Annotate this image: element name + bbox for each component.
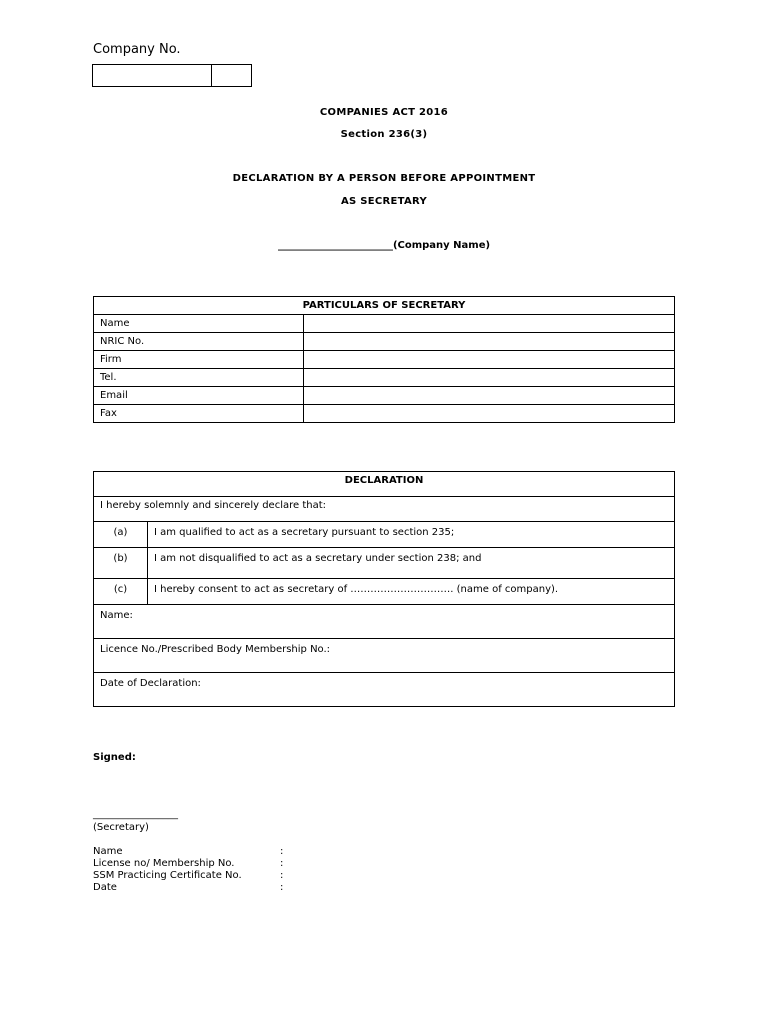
company-name-line: _______________________(Company Name) (277, 240, 491, 251)
signature-field-colon: : (280, 870, 284, 881)
particulars-label: Firm (94, 351, 304, 369)
signature-field-label: License no/ Membership No. (93, 858, 235, 869)
form-title-line1: DECLARATION BY A PERSON BEFORE APPOINTMENT (232, 173, 536, 184)
particulars-value-field[interactable] (304, 369, 675, 387)
signature-field-row (93, 846, 283, 858)
signature-field-row (93, 870, 283, 882)
signature-field-row (93, 858, 283, 870)
particulars-label: NRIC No. (94, 333, 304, 351)
particulars-label: Fax (94, 405, 304, 423)
particulars-table (93, 296, 675, 423)
particulars-value-field[interactable] (304, 333, 675, 351)
particulars-value-field[interactable] (304, 351, 675, 369)
signed-label: Signed: (93, 752, 136, 763)
declaration-item-text: I hereby consent to act as secretary of …………………………. (name of company). (148, 579, 675, 605)
company-no-box (92, 64, 252, 87)
form-title-line2: AS SECRETARY (340, 196, 428, 207)
declaration-licence-field[interactable]: Licence No./Prescribed Body Membership No.: (94, 639, 675, 673)
declaration-table (93, 471, 675, 707)
company-no-label: Company No. (93, 42, 181, 57)
declaration-item-letter: (a) (94, 522, 148, 548)
signature-field-colon: : (280, 858, 284, 869)
particulars-value-field[interactable] (304, 405, 675, 423)
declaration-intro: I hereby solemnly and sincerely declare that: (94, 497, 675, 522)
particulars-label: Name (94, 315, 304, 333)
declaration-item-letter: (c) (94, 579, 148, 605)
signature-field-label: SSM Practicing Certificate No. (93, 870, 242, 881)
signature-line: _________________ (93, 809, 178, 820)
declaration-heading: DECLARATION (94, 472, 675, 497)
signature-role: (Secretary) (93, 822, 149, 833)
signature-field-colon: : (280, 882, 284, 893)
declaration-item-text: I am qualified to act as a secretary pursuant to section 235; (148, 522, 675, 548)
section-title: Section 236(3) (340, 129, 428, 140)
particulars-value-field[interactable] (304, 315, 675, 333)
particulars-value-field[interactable] (304, 387, 675, 405)
company-no-field[interactable] (93, 65, 212, 86)
signature-field-colon: : (280, 846, 284, 857)
act-title: COMPANIES ACT 2016 (319, 107, 449, 118)
signature-fields (93, 846, 283, 894)
declaration-name-field[interactable]: Name: (94, 605, 675, 639)
signature-field-label: Date (93, 882, 117, 893)
signature-field-label: Name (93, 846, 123, 857)
particulars-label: Email (94, 387, 304, 405)
particulars-heading: PARTICULARS OF SECRETARY (94, 297, 675, 315)
declaration-item-text: I am not disqualified to act as a secretary under section 238; and (148, 548, 675, 579)
company-no-check-field[interactable] (212, 65, 251, 86)
particulars-label: Tel. (94, 369, 304, 387)
declaration-item-letter: (b) (94, 548, 148, 579)
signature-field-row (93, 882, 283, 894)
declaration-date-field[interactable]: Date of Declaration: (94, 673, 675, 707)
